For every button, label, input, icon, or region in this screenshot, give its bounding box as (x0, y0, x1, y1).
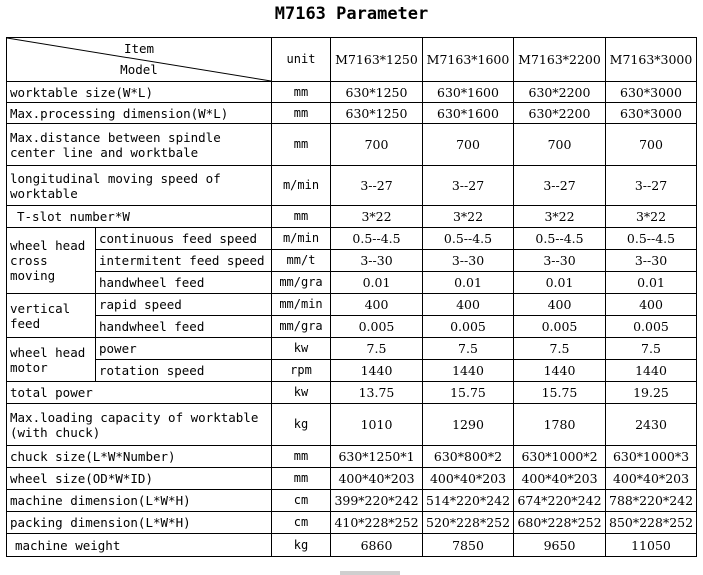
cell-value: 3*22 (423, 206, 514, 228)
row-unit: cm (272, 512, 331, 534)
table-row (7, 446, 697, 468)
row-label: total power (7, 382, 272, 404)
row-unit: mm/gra (272, 316, 331, 338)
cell-value: 15.75 (423, 382, 514, 404)
cell-value: 630*3000 (606, 82, 697, 103)
cell-value: 15.75 (514, 382, 606, 404)
cell-value: 6860 (331, 534, 423, 557)
table-row (7, 534, 697, 557)
row-label: Max.processing dimension(W*L) (7, 103, 272, 124)
cell-value: 19.25 (606, 382, 697, 404)
cell-value: 7850 (423, 534, 514, 557)
cell-value: 0.5--4.5 (331, 228, 423, 250)
model-header-2200: M7163*2200 (514, 38, 606, 82)
cell-value: 3--30 (331, 250, 423, 272)
row-unit: rpm (272, 360, 331, 382)
row-label: machine dimension(L*W*H) (7, 490, 272, 512)
cell-value: 400*40*203 (514, 468, 606, 490)
cell-value: 1290 (423, 404, 514, 446)
cell-value: 3*22 (606, 206, 697, 228)
cell-value: 630*1600 (423, 82, 514, 103)
cell-value: 0.01 (423, 272, 514, 294)
cell-value: 400 (514, 294, 606, 316)
row-label: rotation speed (96, 360, 272, 382)
row-unit: cm (272, 490, 331, 512)
table-row (7, 404, 697, 446)
table-row (7, 124, 697, 166)
row-label: longitudinal moving speed of worktable (7, 166, 272, 206)
row-unit: kg (272, 404, 331, 446)
row-unit: mm (272, 206, 331, 228)
cell-value: 630*1600 (423, 103, 514, 124)
row-unit: mm/t (272, 250, 331, 272)
cell-value: 1440 (606, 360, 697, 382)
cell-value: 630*1250 (331, 103, 423, 124)
cell-value: 400*40*203 (423, 468, 514, 490)
cell-value: 400 (331, 294, 423, 316)
page-title: M7163 Parameter (274, 4, 429, 24)
cell-value: 1010 (331, 404, 423, 446)
cell-value: 630*800*2 (423, 446, 514, 468)
table-row (7, 512, 697, 534)
row-label: T-slot number*W (7, 206, 272, 228)
item-header-label: Item (123, 41, 155, 56)
model-header-1250: M7163*1250 (331, 38, 423, 82)
parameter-table (6, 37, 697, 557)
cell-value: 3--27 (331, 166, 423, 206)
cell-value: 630*1000*3 (606, 446, 697, 468)
cell-value: 850*228*252 (606, 512, 697, 534)
cell-value: 1440 (331, 360, 423, 382)
cell-value: 680*228*252 (514, 512, 606, 534)
cell-value: 3--30 (514, 250, 606, 272)
group-label-wheel-head-cross: wheel head cross moving (7, 228, 96, 294)
row-unit: mm (272, 468, 331, 490)
header-row (7, 38, 697, 82)
cell-value: 7.5 (514, 338, 606, 360)
cell-value: 3--27 (423, 166, 514, 206)
cell-value: 399*220*242 (331, 490, 423, 512)
row-unit: mm/gra (272, 272, 331, 294)
table-row (7, 250, 697, 272)
row-unit: m/min (272, 228, 331, 250)
cell-value: 2430 (606, 404, 697, 446)
cell-value: 400 (423, 294, 514, 316)
cell-value: 630*1000*2 (514, 446, 606, 468)
row-label: wheel size(OD*W*ID) (7, 468, 272, 490)
row-label: rapid speed (96, 294, 272, 316)
cell-value: 13.75 (331, 382, 423, 404)
cell-value: 0.5--4.5 (606, 228, 697, 250)
cell-value: 700 (331, 124, 423, 166)
table-row (7, 382, 697, 404)
cell-value: 9650 (514, 534, 606, 557)
cell-value: 630*2200 (514, 82, 606, 103)
item-model-header (7, 38, 272, 82)
row-unit: kw (272, 338, 331, 360)
row-label: continuous feed speed (96, 228, 272, 250)
table-row (7, 166, 697, 206)
cell-value: 400*40*203 (606, 468, 697, 490)
row-label: Max.distance between spindle center line and worktbale (7, 124, 272, 166)
cell-value: 0.005 (606, 316, 697, 338)
cell-value: 520*228*252 (423, 512, 514, 534)
row-unit: mm (272, 82, 331, 103)
cell-value: 514*220*242 (423, 490, 514, 512)
row-label: machine weight (7, 534, 272, 557)
table-row (7, 103, 697, 124)
row-unit: mm (272, 124, 331, 166)
cell-value: 630*1250 (331, 82, 423, 103)
table-row (7, 82, 697, 103)
row-label: worktable size(W*L) (7, 82, 272, 103)
cell-value: 1780 (514, 404, 606, 446)
row-label: intermitent feed speed (96, 250, 272, 272)
table-row (7, 294, 697, 316)
row-label: power (96, 338, 272, 360)
row-label: handwheel feed (96, 316, 272, 338)
cell-value: 788*220*242 (606, 490, 697, 512)
cell-value: 400 (606, 294, 697, 316)
cell-value: 0.01 (606, 272, 697, 294)
cell-value: 674*220*242 (514, 490, 606, 512)
row-unit: kw (272, 382, 331, 404)
cell-value: 630*3000 (606, 103, 697, 124)
scrollbar-fragment (340, 571, 400, 575)
cell-value: 3--30 (423, 250, 514, 272)
cell-value: 7.5 (606, 338, 697, 360)
group-label-wheel-head-motor: wheel head motor (7, 338, 96, 382)
row-unit: mm/min (272, 294, 331, 316)
table-row (7, 338, 697, 360)
cell-value: 700 (514, 124, 606, 166)
table-row (7, 206, 697, 228)
cell-value: 3--30 (606, 250, 697, 272)
model-header-3000: M7163*3000 (606, 38, 697, 82)
cell-value: 3--27 (606, 166, 697, 206)
cell-value: 630*2200 (514, 103, 606, 124)
row-unit: mm (272, 446, 331, 468)
cell-value: 410*228*252 (331, 512, 423, 534)
cell-value: 11050 (606, 534, 697, 557)
cell-value: 0.005 (514, 316, 606, 338)
cell-value: 700 (423, 124, 514, 166)
row-unit: kg (272, 534, 331, 557)
model-header-1600: M7163*1600 (423, 38, 514, 82)
cell-value: 0.005 (423, 316, 514, 338)
cell-value: 0.01 (514, 272, 606, 294)
table-row (7, 360, 697, 382)
row-unit: m/min (272, 166, 331, 206)
cell-value: 700 (606, 124, 697, 166)
cell-value: 0.5--4.5 (423, 228, 514, 250)
row-label: Max.loading capacity of worktable (with chuck) (7, 404, 272, 446)
cell-value: 1440 (423, 360, 514, 382)
cell-value: 3*22 (514, 206, 606, 228)
cell-value: 0.01 (331, 272, 423, 294)
unit-header: unit (272, 38, 331, 82)
row-label: packing dimension(L*W*H) (7, 512, 272, 534)
table-row (7, 228, 697, 250)
model-header-label: Model (120, 62, 158, 77)
cell-value: 0.5--4.5 (514, 228, 606, 250)
table-row (7, 490, 697, 512)
cell-value: 7.5 (423, 338, 514, 360)
cell-value: 1440 (514, 360, 606, 382)
table-row (7, 316, 697, 338)
cell-value: 7.5 (331, 338, 423, 360)
table-row (7, 272, 697, 294)
cell-value: 3--27 (514, 166, 606, 206)
cell-value: 0.005 (331, 316, 423, 338)
cell-value: 3*22 (331, 206, 423, 228)
cell-value: 630*1250*1 (331, 446, 423, 468)
row-label: chuck size(L*W*Number) (7, 446, 272, 468)
table-row (7, 468, 697, 490)
row-label: handwheel feed (96, 272, 272, 294)
cell-value: 400*40*203 (331, 468, 423, 490)
group-label-vertical-feed: vertical feed (7, 294, 96, 338)
row-unit: mm (272, 103, 331, 124)
